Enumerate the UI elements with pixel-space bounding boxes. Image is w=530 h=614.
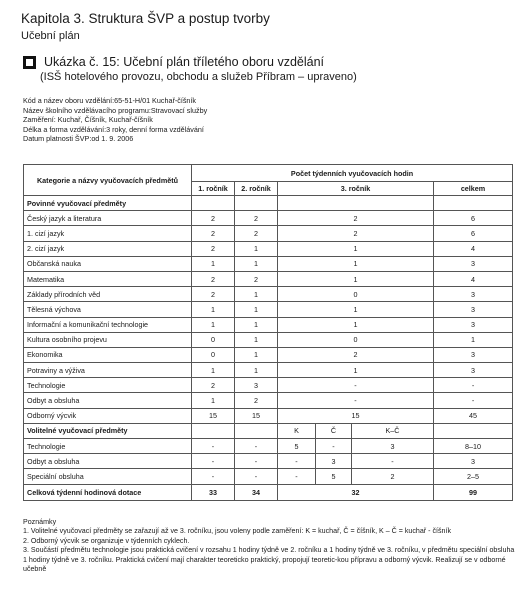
hours-year2: 2 bbox=[235, 271, 278, 286]
meta-line: Název školního vzdělávacího programu:Stravovací služby bbox=[23, 105, 208, 115]
hours-year1: 15 bbox=[192, 408, 235, 423]
hours-year1: 0 bbox=[192, 347, 235, 362]
hours-year3: 0 bbox=[278, 287, 434, 302]
meta-line: Zaměření: Kuchař, Číšník, Kuchař-číšník bbox=[23, 115, 153, 125]
example-square-icon bbox=[23, 56, 36, 69]
table-row bbox=[24, 363, 513, 378]
table-row bbox=[24, 454, 513, 469]
hours-year1: 2 bbox=[192, 241, 235, 256]
hours-c: 3 bbox=[316, 454, 352, 469]
hours-kc: 3 bbox=[352, 439, 434, 454]
hours-total: - bbox=[434, 393, 513, 408]
example-heading bbox=[23, 55, 324, 69]
hours-year3: 1 bbox=[278, 271, 434, 286]
hours-year1: 1 bbox=[192, 256, 235, 271]
curriculum-table bbox=[23, 164, 513, 501]
hours-year1: 1 bbox=[192, 393, 235, 408]
table-row bbox=[24, 271, 513, 286]
hours-year1: 1 bbox=[192, 317, 235, 332]
hours-year2: 3 bbox=[235, 378, 278, 393]
optional-head-kc: K–Č bbox=[352, 423, 434, 438]
subject-name: Ekonomika bbox=[24, 347, 192, 362]
hours-total: 2–5 bbox=[434, 469, 513, 484]
subject-name: Technologie bbox=[24, 378, 192, 393]
total-y3: 32 bbox=[278, 484, 434, 500]
meta-line: Délka a forma vzdělávání:3 roky, denní forma vzdělávání bbox=[23, 124, 204, 134]
table-row bbox=[24, 256, 513, 271]
hours-year1: 2 bbox=[192, 287, 235, 302]
notes-title: Poznámky bbox=[23, 518, 57, 526]
table-row bbox=[24, 317, 513, 332]
hours-total: 6 bbox=[434, 226, 513, 241]
table-row bbox=[24, 347, 513, 362]
total-y2: 34 bbox=[235, 484, 278, 500]
hours-year1: 1 bbox=[192, 302, 235, 317]
hours-k: - bbox=[278, 469, 316, 484]
hours-total: 3 bbox=[434, 287, 513, 302]
hours-year2: 2 bbox=[235, 211, 278, 226]
subject-name: 2. cizí jazyk bbox=[24, 241, 192, 256]
subject-name: Odborný výcvik bbox=[24, 408, 192, 423]
table-row bbox=[24, 332, 513, 347]
example-subtitle: (ISŠ hotelového provozu, obchodu a služeb Příbram – upraveno) bbox=[40, 71, 357, 83]
hours-kc: 2 bbox=[352, 469, 434, 484]
hours-year2: 1 bbox=[235, 256, 278, 271]
table-row bbox=[24, 469, 513, 484]
hours-kc: - bbox=[352, 454, 434, 469]
hours-year1: 1 bbox=[192, 363, 235, 378]
subject-name: Český jazyk a literatura bbox=[24, 211, 192, 226]
table-row bbox=[24, 393, 513, 408]
hours-total: 1 bbox=[434, 332, 513, 347]
subject-name: Tělesná výchova bbox=[24, 302, 192, 317]
hours-year2: 1 bbox=[235, 347, 278, 362]
hours-year3: 0 bbox=[278, 332, 434, 347]
hours-total: 4 bbox=[434, 241, 513, 256]
notes bbox=[23, 518, 515, 574]
hours-year3: - bbox=[278, 393, 434, 408]
hours-year2: 1 bbox=[235, 302, 278, 317]
hours-year3: 1 bbox=[278, 302, 434, 317]
total-label: Celková týdenní hodinová dotace bbox=[24, 484, 192, 500]
table-row bbox=[24, 287, 513, 302]
hours-year2: 2 bbox=[235, 393, 278, 408]
table-row bbox=[24, 226, 513, 241]
subject-name: Občanská nauka bbox=[24, 256, 192, 271]
total-sum: 99 bbox=[434, 484, 513, 500]
optional-body bbox=[24, 439, 513, 485]
subject-name: Odbyt a obsluha bbox=[24, 393, 192, 408]
header-category: Kategorie a názvy vyučovacích předmětů bbox=[24, 165, 192, 196]
hours-year3: 1 bbox=[278, 256, 434, 271]
table-row bbox=[24, 241, 513, 256]
hours-year1: 2 bbox=[192, 271, 235, 286]
hours-total: 8–10 bbox=[434, 439, 513, 454]
header-year1: 1. ročník bbox=[192, 182, 235, 196]
hours-year3: 15 bbox=[278, 408, 434, 423]
subject-name: Speciální obsluha bbox=[24, 469, 192, 484]
subject-name: Matematika bbox=[24, 271, 192, 286]
subject-name: Technologie bbox=[24, 439, 192, 454]
hours-year1: - bbox=[192, 454, 235, 469]
hours-year1: - bbox=[192, 469, 235, 484]
hours-year3: 2 bbox=[278, 226, 434, 241]
table-row bbox=[24, 378, 513, 393]
example-title: Ukázka č. 15: Učební plán tříletého oboru vzdělání bbox=[44, 55, 325, 69]
hours-year3: 2 bbox=[278, 347, 434, 362]
hours-year2: 1 bbox=[235, 287, 278, 302]
hours-total: 3 bbox=[434, 347, 513, 362]
total-row bbox=[24, 484, 513, 500]
subject-name: Odbyt a obsluha bbox=[24, 454, 192, 469]
hours-c: 5 bbox=[316, 469, 352, 484]
hours-total: 3 bbox=[434, 317, 513, 332]
header-year3: 3. ročník bbox=[278, 182, 434, 196]
optional-head-c: Č bbox=[316, 423, 352, 438]
table-row bbox=[24, 302, 513, 317]
note-item: 2. Odborný výcvik se organizuje v týdenních cyklech. bbox=[23, 536, 190, 545]
optional-head-k: K bbox=[278, 423, 316, 438]
hours-year2: 1 bbox=[235, 317, 278, 332]
table-row bbox=[24, 408, 513, 423]
hours-year1: 2 bbox=[192, 226, 235, 241]
subject-name: Potraviny a výživa bbox=[24, 363, 192, 378]
table-row bbox=[24, 211, 513, 226]
hours-total: 3 bbox=[434, 454, 513, 469]
subject-name: Informační a komunikační technologie bbox=[24, 317, 192, 332]
hours-k: - bbox=[278, 454, 316, 469]
hours-year3: 1 bbox=[278, 363, 434, 378]
hours-total: 3 bbox=[434, 302, 513, 317]
meta-line: Datum platnosti ŠVP:od 1. 9. 2006 bbox=[23, 134, 134, 144]
hours-year1: - bbox=[192, 439, 235, 454]
subject-name: Základy přírodních věd bbox=[24, 287, 192, 302]
note-item: 1. Volitelné vyučovací předměty se zařazují až ve 3. ročníku, jsou voleny podle zaměření: K = kuchař, Č = číšník, K – Č = kuchař - číšník bbox=[23, 527, 451, 536]
hours-total: 3 bbox=[434, 256, 513, 271]
hours-year2: 1 bbox=[235, 363, 278, 378]
hours-year2: 15 bbox=[235, 408, 278, 423]
subject-name: 1. cizí jazyk bbox=[24, 226, 192, 241]
meta-line: Kód a název oboru vzdělání:65-51-H/01 Kuchař-číšník bbox=[23, 96, 196, 105]
hours-year3: 2 bbox=[278, 211, 434, 226]
hours-year1: 2 bbox=[192, 211, 235, 226]
hours-year2: - bbox=[235, 469, 278, 484]
hours-k: 5 bbox=[278, 439, 316, 454]
mandatory-title: Povinné vyučovací předměty bbox=[24, 196, 192, 211]
hours-year3: 1 bbox=[278, 241, 434, 256]
hours-year1: 2 bbox=[192, 378, 235, 393]
total-y1: 33 bbox=[192, 484, 235, 500]
hours-total: - bbox=[434, 378, 513, 393]
hours-year2: - bbox=[235, 454, 278, 469]
header-hours: Počet týdenních vyučovacích hodin bbox=[192, 165, 513, 182]
hours-total: 6 bbox=[434, 211, 513, 226]
note-item: 3. Součástí předmětu technologie jsou praktická cvičení v rozsahu 1 hodiny týdně ve 2. ročníku a 1 hodiny týdně ve 3. ročníku, v předmětu speciální obsluha 1 hodiny týdně ve 3. ročníku. Praktická cvičení mají charakter teoreticko praktický, propojují teoretic-kou přípravu a odborný výcvik. Realizují se v odborné učebně bbox=[23, 546, 515, 574]
header-year2: 2. ročník bbox=[235, 182, 278, 196]
hours-total: 3 bbox=[434, 363, 513, 378]
subject-name: Kultura osobního projevu bbox=[24, 332, 192, 347]
header-total: celkem bbox=[434, 182, 513, 196]
optional-title: Volitelné vyučovací předměty bbox=[24, 423, 192, 438]
hours-year2: 2 bbox=[235, 226, 278, 241]
hours-year2: - bbox=[235, 439, 278, 454]
hours-c: - bbox=[316, 439, 352, 454]
table-row bbox=[24, 439, 513, 454]
section-title: Učební plán bbox=[21, 30, 80, 42]
hours-year3: 1 bbox=[278, 317, 434, 332]
header-row bbox=[24, 165, 513, 182]
hours-year2: 1 bbox=[235, 332, 278, 347]
mandatory-body bbox=[24, 211, 513, 424]
section-row-optional bbox=[24, 423, 513, 438]
hours-total: 45 bbox=[434, 408, 513, 423]
chapter-title: Kapitola 3. Struktura ŠVP a postup tvorby bbox=[21, 11, 270, 26]
hours-total: 4 bbox=[434, 271, 513, 286]
program-meta bbox=[23, 96, 207, 144]
hours-year3: - bbox=[278, 378, 434, 393]
hours-year2: 1 bbox=[235, 241, 278, 256]
hours-year1: 0 bbox=[192, 332, 235, 347]
section-row-mandatory bbox=[24, 196, 513, 211]
